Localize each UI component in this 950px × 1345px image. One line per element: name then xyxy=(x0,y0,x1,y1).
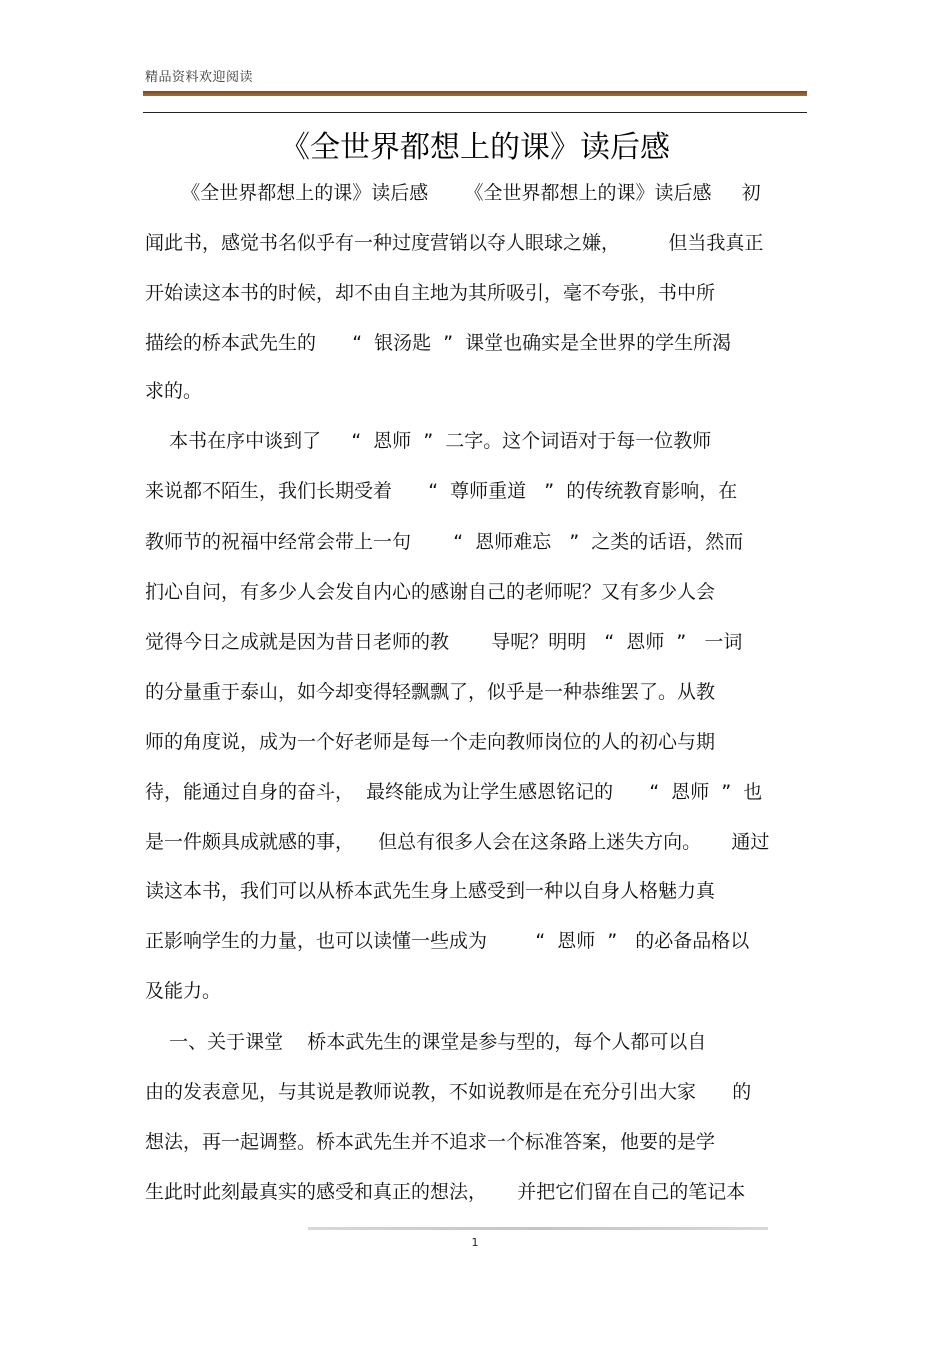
body-line-19: 由的发表意见，与其说是教师说教，不如说教师是在充分引出大家 的 xyxy=(145,1081,752,1103)
body-line-14: 是一件颇具成就感的事， 但总有很多人会在这条路上迷失方向。 通过 xyxy=(145,831,770,853)
page-number: 1 xyxy=(471,1236,479,1249)
header-rule xyxy=(143,112,807,113)
body-line-11: 的分量重于泰山，如今却变得轻飘飘了，似乎是一种恭维罢了。从教 xyxy=(145,681,716,703)
body-line-16: 正影响学生的力量，也可以读懂一些成为 “ 恩师 ” 的必备品格以 xyxy=(145,930,750,952)
body-line-6: 本书在序中谈到了 “ 恩师 ” 二字。这个词语对于每一位教师 xyxy=(145,430,712,452)
body-line-2: 闻此书，感觉书名似乎有一种过度营销以夺人眼球之嫌， 但当我真正 xyxy=(145,232,764,254)
body-line-5: 求的。 xyxy=(145,380,203,402)
body-line-12: 师的角度说，成为一个好老师是每一个走向教师岗位的人的初心与期 xyxy=(145,731,716,753)
footer-rule xyxy=(308,1227,768,1230)
header-bar xyxy=(143,91,807,96)
body-line-9: 扪心自问，有多少人会发自内心的感谢自己的老师呢？又有多少人会 xyxy=(145,581,716,603)
body-line-18: 一、关于课堂 桥本武先生的课堂是参与型的，每个人都可以自 xyxy=(145,1031,707,1053)
body-line-3: 开始读这本书的时候，却不由自主地为其所吸引，毫不夸张，书中所 xyxy=(145,282,716,304)
body-line-7: 来说都不陌生，我们长期受着 “ 尊师重道 ” 的传统教育影响，在 xyxy=(145,480,738,502)
body-line-1: 《全世界都想上的课》读后感 《全世界都想上的课》读后感 初 xyxy=(145,182,761,204)
body-line-4: 描绘的桥本武先生的 “ 银汤匙 ” 课堂也确实是全世界的学生所渴 xyxy=(145,332,732,354)
body-line-17: 及能力。 xyxy=(145,980,222,1002)
header-label: 精品资料欢迎阅读 xyxy=(145,70,254,85)
body-line-20: 想法，再一起调整。桥本武先生并不追求一个标准答案，他要的是学 xyxy=(145,1131,716,1153)
body-line-21: 生此时此刻最真实的感受和真正的想法， 并把它们留在自己的笔记本 xyxy=(145,1181,746,1203)
body-line-8: 教师节的祝福中经常会带上一句 “ 恩师难忘 ” 之类的话语，然而 xyxy=(145,531,744,553)
body-line-15: 读这本书，我们可以从桥本武先生身上感受到一种以自身人格魅力真 xyxy=(145,880,716,902)
body-line-10: 觉得今日之成就是因为昔日老师的教 导呢？明明 “ 恩师 ” 一词 xyxy=(145,631,743,653)
document-title: 《全世界都想上的课》读后感 xyxy=(280,130,670,165)
body-line-13: 待，能通过自身的奋斗， 最终能成为让学生感恩铭记的 “ 恩师 ” 也 xyxy=(145,781,763,803)
